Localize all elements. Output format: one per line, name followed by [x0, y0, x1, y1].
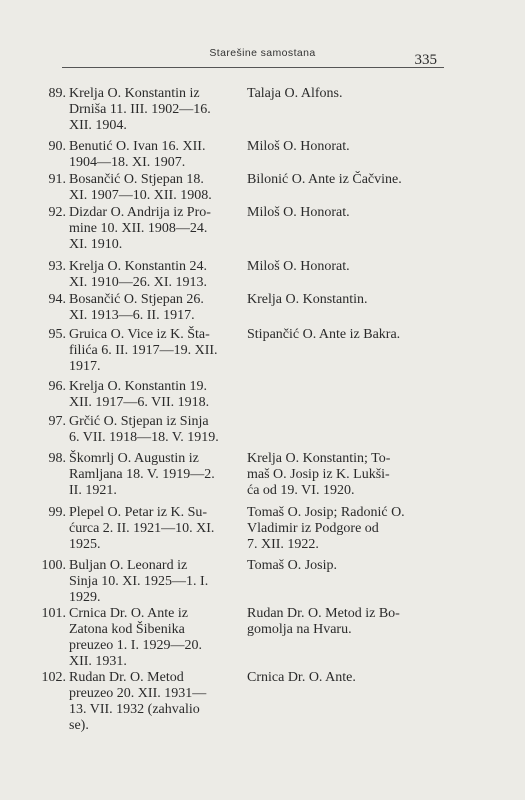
- entry-superior: Škomrlj O. Augustin iz Ramljana 18. V. 1919—2. II. 1921.: [69, 451, 215, 498]
- entry-vicar: Krelja O. Konstantin.: [247, 292, 368, 307]
- entry-number: 92.: [48, 205, 66, 220]
- header-divider: [62, 67, 444, 68]
- entry-vicar: Miloš O. Honorat.: [247, 259, 350, 274]
- entry-superior: Gruica O. Vice iz K. Šta- filića 6. II. 1917—19. XII. 1917.: [69, 327, 218, 374]
- entry-number: 100.: [41, 558, 66, 573]
- entry-superior: Krelja O. Konstantin 19. XII. 1917—6. VII. 1918.: [69, 379, 210, 410]
- entry-superior: Plepel O. Petar iz K. Su- ćurca 2. II. 1921—10. XI. 1925.: [69, 505, 215, 552]
- entry-number: 99.: [48, 505, 66, 520]
- entry-number: 96.: [48, 379, 66, 394]
- entry-superior: Buljan O. Leonard iz Sinja 10. XI. 1925—1. I. 1929.: [69, 558, 209, 605]
- entry-superior: Dizdar O. Andrija iz Pro- mine 10. XII. 1908—24. XI. 1910.: [69, 205, 211, 252]
- entry-superior: Crnica Dr. O. Ante iz Zatona kod Šibenika preuzeo 1. I. 1929—20. XII. 1931.: [69, 606, 202, 669]
- entry-number: 98.: [48, 451, 66, 466]
- entry-number: 102.: [41, 670, 66, 685]
- entry-number: 101.: [41, 606, 66, 621]
- entry-vicar: Krelja O. Konstantin; To- maš O. Josip iz K. Lukši- ća od 19. VI. 1920.: [247, 451, 391, 498]
- entry-vicar: Tomaš O. Josip; Radonić O. Vladimir iz Podgore od 7. XII. 1922.: [247, 505, 405, 552]
- entry-number: 89.: [48, 86, 66, 101]
- entry-superior: Bosančić O. Stjepan 18. XI. 1907—10. XII. 1908.: [69, 172, 212, 203]
- entry-vicar: Miloš O. Honorat.: [247, 139, 350, 154]
- entry-superior: Bosančić O. Stjepan 26. XI. 1913—6. II. 1917.: [69, 292, 204, 323]
- page-number: 335: [414, 52, 437, 68]
- entry-number: 91.: [48, 172, 66, 187]
- entry-superior: Krelja O. Konstantin 24. XI. 1910—26. XI. 1913.: [69, 259, 208, 290]
- entry-superior: Benutić O. Ivan 16. XII. 1904—18. XI. 1907.: [69, 139, 206, 170]
- entry-number: 90.: [48, 139, 66, 154]
- entry-superior: Rudan Dr. O. Metod preuzeo 20. XII. 1931— 13. VII. 1932 (zahvalio se).: [69, 670, 207, 733]
- entry-vicar: Tomaš O. Josip.: [247, 558, 338, 573]
- entry-vicar: Talaja O. Alfons.: [247, 86, 343, 101]
- entry-vicar: Stipančić O. Ante iz Bakra.: [247, 327, 401, 342]
- entry-vicar: Bilonić O. Ante iz Čačvine.: [247, 172, 402, 187]
- entry-number: 95.: [48, 327, 66, 342]
- entry-superior: Krelja O. Konstantin iz Drniša 11. III. 1902—16. XII. 1904.: [69, 86, 211, 133]
- entry-vicar: Crnica Dr. O. Ante.: [247, 670, 356, 685]
- running-head-title: Starešine samostana: [209, 47, 316, 59]
- entry-number: 93.: [48, 259, 66, 274]
- entry-vicar: Rudan Dr. O. Metod iz Bo- gomolja na Hvaru.: [247, 606, 400, 637]
- entry-number: 97.: [48, 414, 66, 429]
- entry-superior: Grčić O. Stjepan iz Sinja 6. VII. 1918—18. V. 1919.: [69, 414, 219, 445]
- entry-number: 94.: [48, 292, 66, 307]
- entry-vicar: Miloš O. Honorat.: [247, 205, 350, 220]
